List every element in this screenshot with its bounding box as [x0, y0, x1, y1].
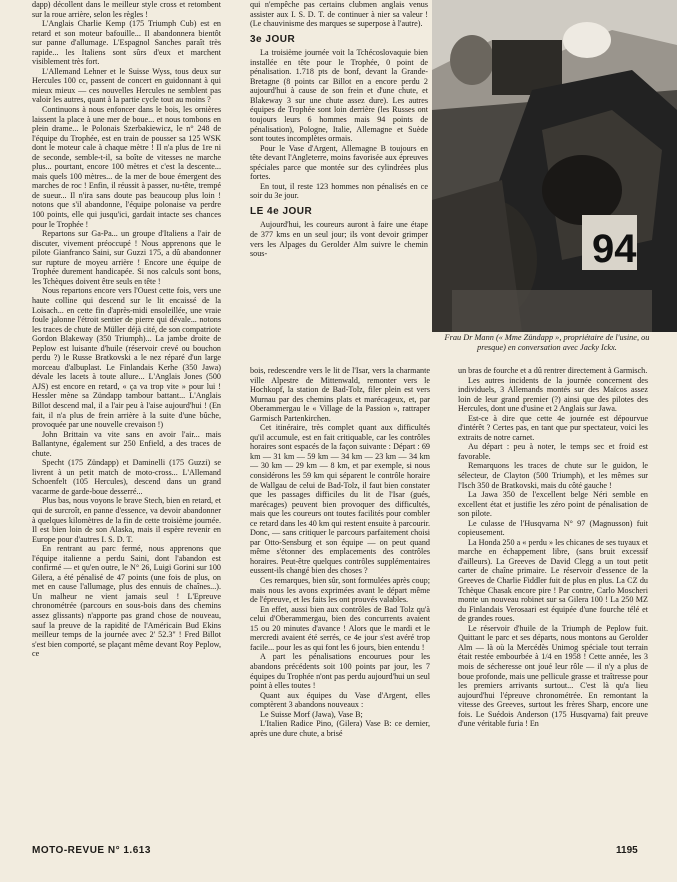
paragraph: Cet itinéraire, très complet quant aux difficultés qu'il accumule, est en fait critiquable, car les contrôles horaires sont espacés de la façon suivante : Départ : 69 km — 31 km — 59 km — 34 km — 23 km — 34 km — 30 km — 29 km — 8 km, et par exemple, si nous considérons les 59 km qui séparent le contrôle horaire de Wallgau de celui de Bad-Tolz, il faut bien constater que les passages difficiles du lit de l'Isar (gués, marécages) peuvent bien provoquer des difficultés, mais que les coureurs ont toutes facilités pour combler ce retard dans les 40 km qui restent ensuite à parcourir. Donc, — sans critiquer le parcours parfaitement choisi par Otto-Sensburg et son équipe — on peut quand même s'étonner des emplacements des contrôles horaires. Peut-être quelques contrôles supplémentaires eussent-ils changé bien des choses ? [250, 423, 430, 576]
paragraph: Pour le Vase d'Argent, Allemagne B toujours en tête devant l'Angleterre, moins favorisée aux épreuves spéciales parce que montée sur des cylindrées plus fortes. [250, 143, 428, 182]
paragraph: L'Anglais Charlie Kemp (175 Triumph Cub) est en retard et son moteur bafouille... Il abandonnera bientôt sur panne d'allumage. L'Espagnol Sanches paraît très rapide... les Italiens sont sûrs d'eux et marchent visiblement très fort. [32, 19, 221, 67]
paragraph: Repartons sur Ga-Pa... un groupe d'Italiens a l'air de discuter, vivement préoccupé ! Nous apprenons que le pilote Gianfranco Saini, sur Guzzi 175, a dû abandonner sur rupture de moyeu arrière ! Encore une équipe de Trophée durement handicapée. Si nos calculs sont bons, les Tchèques doivent être seuls en tête ! [32, 229, 221, 286]
paragraph: dapp) décollent dans le meilleur style cross et retombent sur la roue arrière, selon les règles ! [32, 0, 221, 19]
article-column-2-top [250, 0, 428, 358]
paragraph: Quant aux équipes du Vase d'Argent, elles comptèrent 3 abandons nouveaux : [250, 690, 430, 710]
paragraph: Nous repartons encore vers l'Ouest cette fois, vers une haute colline qui descend sur le lit encaissé de la Loisach... en cette fin d'après-midi ensoleillée, une vraie foule jalonne l'étroit sentier de pierre qui dévale... notons les traces de chute de Müller déjà cité, de son compatriote Gordon Blakeway (350 Triumph)... La jambe droite de Peplow est luisante d'huile (réservoir crevé ou bouchon perdu ?) le Russe Bratkovski a le nez réparé d'un large morceau d'albuplast. Le Finlandais Kerhe (350 Jawa) dévale les lacets à toute allure... L'Anglais Jones (500 AJS) est encore en retard, « ça va trop vite » pour lui ! Hessler mène sa Zündapp tambour battant... L'Anglais Billot descend mal, il a l'air peu à l'aise aujourd'hui ! (En fait, il n'a plus de frein arrière à la suite d'une bûche, provoquée par une nouvelle crevaison !) [32, 286, 221, 430]
paragraph: un bras de fourche et a dû rentrer directement à Garmisch. [458, 366, 648, 375]
section-heading-3e-jour: 3e JOUR [250, 33, 296, 45]
paragraph: La Honda 250 a « perdu » les chicanes de ses tuyaux et marche en échappement libre, (sans bruit excessif d'ailleurs). La Greeves de David Clegg a un tout petit carter de chaîne primaire. Le réservoir d'essence de la Greeves de Charlie Fiddler fuit de plus en plus. La CZ du Tchèque Chasak encore pire ! Par contre, Carlo Moscheri monte un nouveau robinet sur sa Gilera 100 ! La 250 MZ du Finlandais Verosaari est équipée d'une fourche télé et de grandes roues. [458, 537, 648, 624]
paragraph: A part les pénalisations encourues pour les abandons précédents soit 100 points par jour, les 7 équipes du Trophée n'ont pas perdu aujourd'hui un seul point à elles toutes ! [250, 652, 430, 691]
paragraph: bois, redescendre vers le lit de l'Isar, vers la charmante ville Alpestre de Mittenwald, remonter vers le Hochkopf, la station de Bad-Tolz, filer plein est vers Murnau par des chemins plats et marécageux, et, par Oberammergau le « Village de la Passion », rattraper Garmisch Partenkirchen. [250, 366, 430, 423]
article-column-3 [458, 366, 648, 842]
magazine-issue: MOTO-REVUE N° 1.613 [32, 845, 151, 856]
paragraph: Continuons à nous enfoncer dans le bois, les ornières laissent la place à une mer de boue... et nous tombons en plein drame... le Polonais Szerbakiewicz, le n° 248 de l'équipe du Trophée, est en train de pousser sa 125 WSK dont le moteur cale à chaque mètre ! Il n'a plus de 1re ni de seconde, semble-t-il, sa boîte de vitesses ne marche plus... pourtant, encore 100 mètres et c'est la descente... mais quels 100 mètres... de la mer de boue émergent des marches de roc ! Enfin, il réussit à passer, nu-tête, trempé de sueur... Il n'ira sans doute pas beaucoup plus loin ! notons que s'il abandonne, l'équipe polonaise va perdre 100 points, elle qui jusqu'ici, gardait intacte ses chances pour le Trophée ! [32, 105, 221, 229]
photo-image [432, 0, 677, 332]
page-number: 1195 [616, 845, 638, 856]
paragraph: Est-ce à dire que cette 4e journée est dépourvue d'intérêt ? Certes pas, en tant que pur spectateur, voici les extraits de notre carnet. [458, 413, 648, 442]
paragraph: En effet, aussi bien aux contrôles de Bad Tolz qu'à celui d'Oberammergau, bien des concurrents avaient 15 ou 20 minutes d'avance ! Alors que le mardi et le mercredi avaient été serrés, ce 4e jour s'est avéré trop facile... pour les as qui font les 6 jours, bien entendu ! [250, 604, 430, 652]
paragraph: Ces remarques, bien sûr, sont formulées après coup; mais nous les avons exprimées avant le départ même de l'épreuve, et les faits les ont prouvés valables. [250, 576, 430, 605]
paragraph: Specht (175 Zündapp) et Daminelli (175 Guzzi) se livrent à un petit match de moto-cross... L'Allemand Schoenfelt (105 Hercules), descend dans un grand vacarme de garde-boue desserré... [32, 458, 221, 496]
photo-rider [432, 0, 677, 332]
paragraph: En rentrant au parc fermé, nous apprenons que l'équipe italienne a perdu Saini, dont l'abandon est confirmé — et qu'en outre, le N° 26, Luigi Gorini sur 100 Gilera, a été pénalisé de 47 points (une fois de plus, on met en cause l'allumage, plus des ennuis de chaînes...). Un malheur ne vient jamais seul ! L'Epreuve chronométrée (parcours en sous-bois dans des chemins assez glissants) n'apporte pas grand chose de nouveau, sauf la preuve de la rapidité de l'Américain Bud Ekins meilleur temps de la journée avec 2' 52.3" ! Fred Billot s'est bien comporté, se plaçant même devant Roy Peplow, ce [32, 544, 221, 659]
paragraph: Le culasse de l'Husqvarna N° 97 (Magnusson) fuit copieusement. [458, 518, 648, 538]
paragraph: La Jawa 350 de l'excellent belge Néri semble en excellent état et justifie les zéro point de pénalisation de son pilote. [458, 490, 648, 519]
paragraph: L'Allemand Lehner et le Suisse Wyss, tous deux sur Hercules 100 cc, passent de concert en guidonnant à qui mieux mieux — ces nouvelles Hercules ne semblent pas valoir les autres, quant à la partie cycle tout au moins ? [32, 66, 221, 105]
paragraph: La troisième journée voit la Tchécoslovaquie bien installée en tête pour le Trophée, 0 point de pénalisation. 1.718 pts de bonf, devant la Grande-Bretagne (8 points car Billot en a encore perdu 2 aujourd'hui à cause de son frein et d'une chute, et Blakeway 3 sur une chute assez dure). Les autres équipes de Trophée sont loin derrière (les Russes ont toujours leurs 6 hommes mais 94 points de pénalisation), Pologne, Italie, Allemagne et Suède sont toutes incomplètes ormais. [250, 48, 428, 144]
paragraph: John Brittain va vite sans en avoir l'air... mais Ballantyne, également sur 250 Enfield, a des traces de chute. [32, 429, 221, 458]
paragraph: Le réservoir d'huile de la Triumph de Peplow fuit. Quittant le parc et ses départs, nous montons au Gerolder Alm — là où la Mercédès Unimog spéciale tout terrain était restée embourbée à 1/4 en 1958 ! Cette année, les 3 mois de sécheresse ont joué leur rôle — il n'y a plus de boue profonde, mais une pellicule grasse et traîtresse pour les premiers arrivants surtout... C'est là qu'a lieu aujourd'hui l'épreuve chronométrée. En remontant la vitesse des Greeves, surtout les frères Sharp, encore une fois. Le Suédois Anderson (175 Husqvarna) fait preuve d'une véritable furia ! En [458, 623, 648, 729]
svg-text:94: 94 [592, 227, 637, 271]
photo-caption: Frau Dr Mann (« Mme Zündapp », propriétaire de l'usine, ou presque) en conversation avec Jacky Ickx. [444, 333, 650, 352]
article-column-2-bottom [250, 366, 430, 842]
paragraph: L'Italien Radice Pino, (Gilera) Vase B: ce dernier, après une dure chute, a brisé [250, 719, 430, 738]
paragraph: Les autres incidents de la journée concernent des individuels, 3 Allemands montés sur des Maïcos assez loin de leur grand premier (?) ainsi que des pilotes des Hercules, dont une d'usine et 2 Anglais sur Jawa. [458, 375, 648, 414]
paragraph: Au départ : peu à noter, le temps sec et froid est favorable. [458, 442, 648, 461]
page-footer [0, 845, 677, 865]
paragraph: Aujourd'hui, les coureurs auront à faire une étape de 377 kms en un seul jour; ils vont devoir grimper vers les Alpages du Gerolder Alm suivre le chemin sous- [250, 220, 428, 259]
section-heading-4e-jour: LE 4e JOUR [250, 205, 313, 217]
paragraph: Le Suisse Morf (Jawa), Vase B; [260, 709, 363, 719]
paragraph: En tout, il reste 123 hommes non pénalisés en ce soir du 3e jour. [250, 181, 428, 201]
paragraph: qui n'empêche pas certains clubmen anglais venus assister aux I. S. D. T. de continuer à nier sa valeur ! (Le chauvinisme des marques se superpose à l'autre). [250, 0, 428, 29]
article-column-1 [32, 0, 221, 842]
paragraph: Remarquons les traces de chute sur le guidon, le sélecteur, de Clayton (500 Triumph), et les mêmes sur l'Isch 350 de Bratkovski, mais du côté gauche ! [458, 461, 648, 490]
paragraph: Plus bas, nous voyons le brave Stech, bien en retard, et qui de surcroît, en panne d'essence, va devoir abandonner à quelques kilomètres de la fin de cette troisième journée. Il est bien loin de son Alaska, mais il espère revenir en Europe pour d'autres I. S. D. T. [32, 496, 221, 544]
